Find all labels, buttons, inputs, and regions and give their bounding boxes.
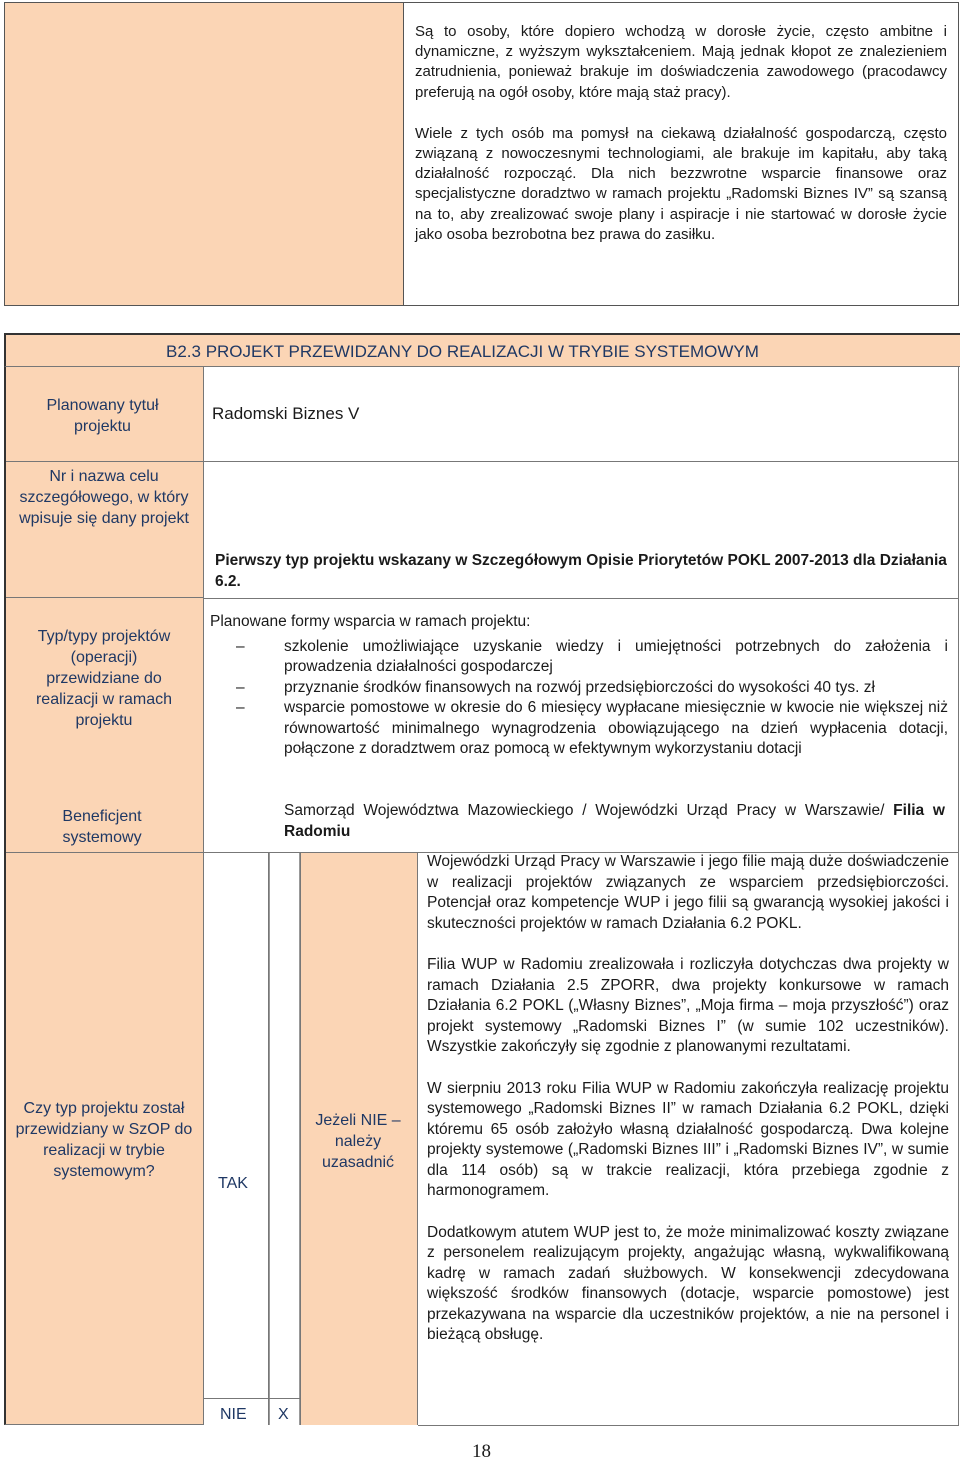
justification-paragraph: Filia WUP w Radomiu zrealizowała i rozliczyła dotychczas dwa projekty w ramach Działania 2.5 ZPORR, dwa projekty konkursowe w ramach Działania 6.2 POKL („Własny Biznes”, „Moja firma – moja przyszłość”) oraz projekt systemowy „Radomski Biznes I” (w sumie 102 uczestników). Wszystkie zakończyły się zgodnie z planowanymi rezultatami. <box>427 956 949 1055</box>
label-systemic-question: Czy typ projektu został przewidziany w SzOP do realizacji w trybie systemowym? <box>15 1100 193 1180</box>
nie-mark-x: X <box>278 1406 289 1423</box>
section-header-bar <box>4 333 960 367</box>
specific-goal-value: Pierwszy typ projektu wskazany w Szczegółowym Opisie Priorytetów POKL 2007-2013 dla Działania 6.2. <box>215 552 947 590</box>
divider-tak-nie <box>204 1398 300 1399</box>
list-item: – szkolenie umożliwiające uzyskanie wiedzy i umiejętności potrzebnych do założenia i prowadzenia działalności gospodarczej <box>210 637 948 678</box>
justification-paragraph: Dodatkowym atutem WUP jest to, że może minimalizować koszty związane z personelem realizującym projekty, angażując własną, wykwalifikowaną kadrę w ramach zadań służbowych. W konsekwencji zdecydowana większość środków finansowych (dotacje, wsparcie pomostowe) jest przekazywana na wsparcie dla uczestników projektów, a nie na personel i bieżącą obsługę. <box>427 1223 949 1343</box>
top-text <box>415 22 947 245</box>
nie-label: NIE <box>220 1406 247 1423</box>
label-beneficiary: Beneficjent systemowy <box>62 808 142 846</box>
justify-label: Jeżeli NIE – należy uzasadnić <box>315 1112 401 1171</box>
justification-text <box>427 852 949 1346</box>
justification-paragraph: Wojewódzki Urząd Pracy w Warszawie i jego filie mają duże doświadczenie w realizacji projektów związanych ze wsparciem przedsiębiorczości. Potencjał oraz kompetencje WUP i jego filii są gwarancją wysokiej jakości i skuteczności projektów w ramach Działania 6.2 POKL. <box>427 853 949 932</box>
top-paragraph-2: Wiele z tych osób ma pomysł na ciekawą działalność gospodarczą, często związaną z nowoczesnymi technologiami, ale brakuje im kapitału, aby taką działalność rozpocząć. Dla nich bezzwrotne wsparcie finansowe oraz specjalistyczne doradztwo w ramach projektu „Radomski Biznes IV” są szansą na to, aby zrealizować swoje plany i aspiracje i nie startować w dorosłe życie jako osoba bezrobotna bez prawa do zasiłku. <box>415 124 947 243</box>
top-left-label-cell <box>4 2 404 306</box>
row-divider <box>6 852 203 853</box>
beneficiary-value <box>284 801 945 842</box>
beneficiary-text: Samorząd Województwa Mazowieckiego / Wojewódzki Urząd Pracy w Warszawie/ <box>284 802 894 819</box>
label-specific-goal: Nr i nazwa celu szczegółowego, w który wpisuje się dany projekt <box>19 468 189 527</box>
row-divider <box>204 598 959 599</box>
support-forms-list <box>210 637 948 760</box>
row-divider <box>6 461 203 462</box>
row-divider <box>6 597 203 598</box>
project-title-value: Radomski Biznes V <box>212 404 360 423</box>
label-project-types: Typ/typy projektów (operacji) przewidziane do realizacji w ramach projektu <box>35 628 173 729</box>
label-project-title: Planowany tytuł projektu <box>46 397 159 435</box>
list-item: – przyznanie środków finansowych na rozwój przedsiębiorczości do wysokości 40 tys. zł <box>210 678 948 699</box>
page-number: 18 <box>472 1441 491 1462</box>
content-right-border <box>958 367 959 853</box>
section-header-title: B2.3 PROJEKT PRZEWIDZANY DO REALIZACJI W TRYBIE SYSTEMOWYM <box>166 342 759 361</box>
mark-cell-left-border <box>269 853 270 1425</box>
top-paragraph-1: Są to osoby, które dopiero wchodzą w dorosłe życie, często ambitne i dynamiczne, z wyższym wykształceniem. Mają jednak kłopot ze znalezieniem zatrudnienia, ponieważ brakuje im doświadczenia zawodowego (pracodawcy preferują na ogół osoby, które mają staż pracy). <box>415 23 947 101</box>
tak-label: TAK <box>218 1175 248 1192</box>
beneficiary-branch: Filia w Radomiu <box>284 802 945 840</box>
row-divider <box>204 461 959 462</box>
list-item: – wsparcie pomostowe w okresie do 6 miesięcy wypłacane miesięcznie w kwocie nie większej niż równowartość minimalnego wynagrodzenia obowiązującego na dzień wypłacenia dotacji, połączone z doradztwem oraz pomocą w efektywnym wykorzystaniu dotacji <box>210 698 948 760</box>
project-types-content <box>210 612 948 760</box>
planned-forms-intro: Planowane formy wsparcia w ramach projektu: <box>210 613 531 630</box>
justification-paragraph: W sierpniu 2013 roku Filia WUP w Radomiu zakończyła realizację projektu systemowego „Radomski Biznes II” w ramach Działania 6.2 POKL, dzięki któremu 65 osób założyło własną działalność gospodarczą. Dwa kolejne projekty systemowe („Radomski Biznes III” i „Radomski Biznes IV”, w sumie dla 114 osób) są w trakcie realizacji, która przebiega zgodnie z harmonogramem. <box>427 1079 949 1199</box>
